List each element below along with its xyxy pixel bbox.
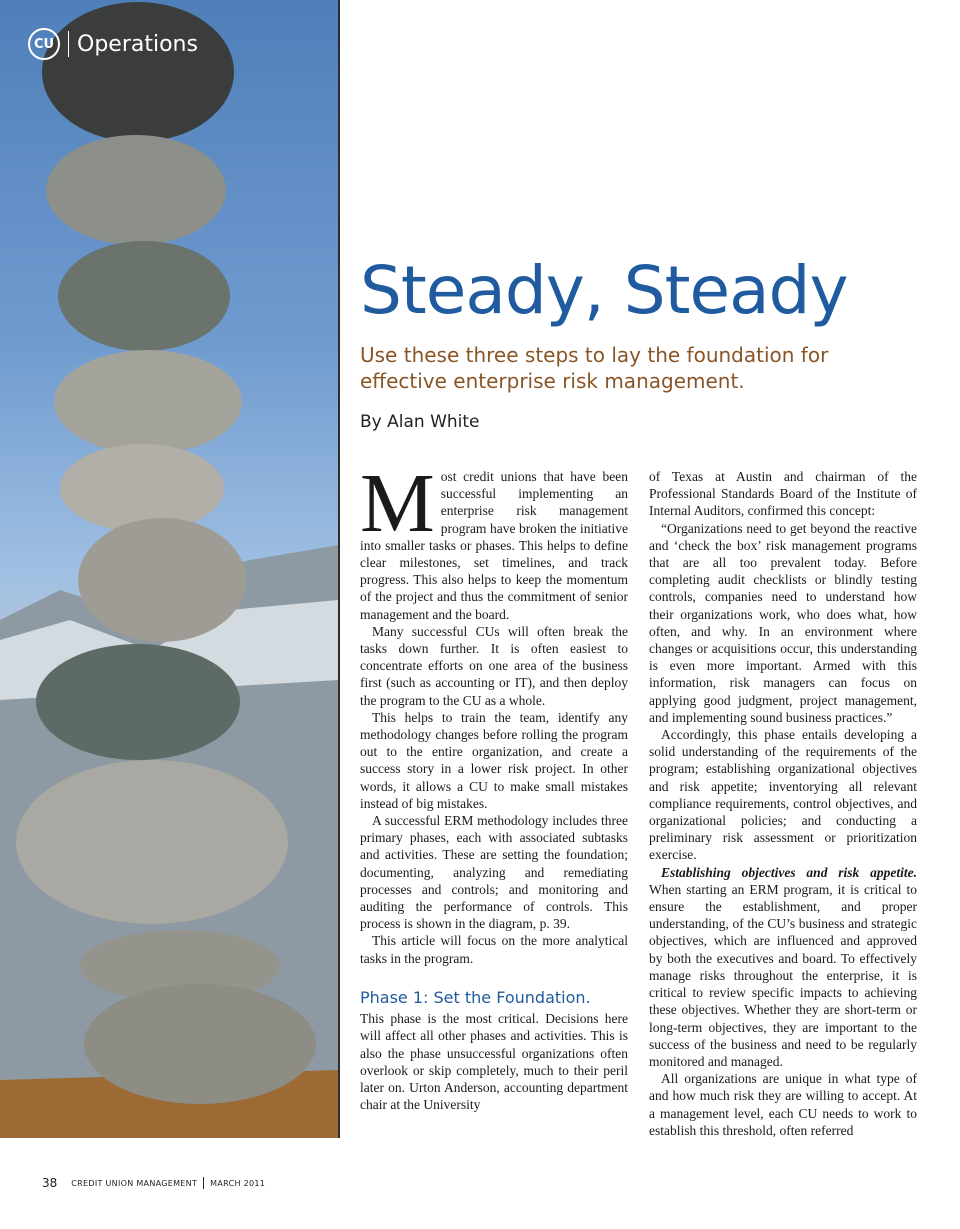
photo-divider [338, 0, 340, 1138]
footer-divider [203, 1177, 204, 1189]
body-column-2 [649, 468, 917, 1139]
article-deck: Use these three steps to lay the foundation for effective enterprise risk management. [360, 343, 829, 393]
issue-date: MARCH 2011 [210, 1178, 266, 1188]
quote-paragraph: “Organizations need to get beyond the reactive and ‘check the box’ risk management programs that are all too prevalent today. Before completing audit checklists or blindly testing controls, companies need to understand how their organizations work, who does what, how often, and why. In an environment where changes or acquisitions occur, this understanding is even more important. Armed with this information, risk managers can focus on applying good judgment, project management, and implementing sound business practices.” [649, 520, 917, 725]
paragraph: All organizations are unique in what type of and how much risk they are willing to accept. At a management level, each CU needs to work to establish this threshold, often referred [649, 1071, 917, 1138]
paragraph-text: ost credit unions that have been successful implementing an enterprise risk management program have broken the initiative into smaller tasks or phases. This helps to define clear milestones, set timelines, and track progress. This also helps to keep the momentum of the project and thus the commitment of senior management and the board. [360, 469, 628, 622]
body-column-1 [360, 457, 628, 1113]
run-in-heading: Establishing objectives and risk appetite. [661, 864, 917, 880]
paragraph: This article will focus on the more analytical tasks in the program. [360, 933, 628, 966]
article-title: Steady, Steady [360, 252, 848, 329]
section-heading: Phase 1: Set the Foundation. [360, 987, 591, 1007]
paragraph-text: When starting an ERM program, it is critical to ensure the establishment, and proper understanding, of the CU’s business and strategic objectives, which are influenced and approved by both the executives and board. To effectively manage risks throughout the enterprise, it is critical to review specific impacts to achieving these objectives. Whether they are short-term or long-term objectives, they are important to the success of the business and need to be regularly monitored and managed. [649, 881, 917, 1069]
paragraph: of Texas at Austin and chairman of the Professional Standards Board of the Institute of Internal Auditors, confirmed this concept: [649, 469, 917, 519]
magazine-name: CREDIT UNION MANAGEMENT [71, 1178, 198, 1188]
drop-cap: M [360, 457, 435, 550]
stone-stack-illustration [0, 0, 338, 1138]
page-number: 38 [42, 1176, 58, 1190]
stacked-stones-photo [0, 0, 338, 1138]
paragraph: This helps to train the team, identify any methodology changes before rolling the program out to the entire organization, and create a success story in a lower risk project. In other words, it allows a CU to make small mistakes instead of big mistakes. [360, 709, 628, 811]
paragraph: Many successful CUs will often break the tasks down further. It is often easiest to concentrate efforts on one area of the business first (such as accounting or IT), and then deploy the program to the CU as a whole. [360, 623, 628, 708]
section-divider [68, 31, 69, 57]
page-footer [42, 1176, 265, 1190]
paragraph: A successful ERM methodology includes three primary phases, each with associated subtasks and activities. These are setting the foundation; documenting, analyzing and remediating processes and controls; and monitoring and auditing the performance of controls. This process is shown in the diagram, p. 39. [360, 813, 628, 932]
paragraph: This phase is the most critical. Decisions here will affect all other phases and activities. This is also the phase unsuccessful organizations often overlook or skip completely, much to their peril later on. Urton Anderson, accounting department chair at the University [360, 1011, 628, 1113]
section-label: Operations [77, 31, 198, 57]
article-byline: By Alan White [360, 412, 480, 432]
paragraph: Accordingly, this phase entails developing a solid understanding of the requirements of the program; establishing organizational objectives and risk appetite; inventorying all relevant compliance requirements, control objectives, and organizational policies; and conducting a preliminary risk assessment or prioritization exercise. [649, 727, 917, 863]
magazine-logo-icon: CU [28, 28, 60, 60]
section-header [28, 28, 198, 60]
paragraph [360, 457, 628, 623]
paragraph [649, 864, 917, 1070]
